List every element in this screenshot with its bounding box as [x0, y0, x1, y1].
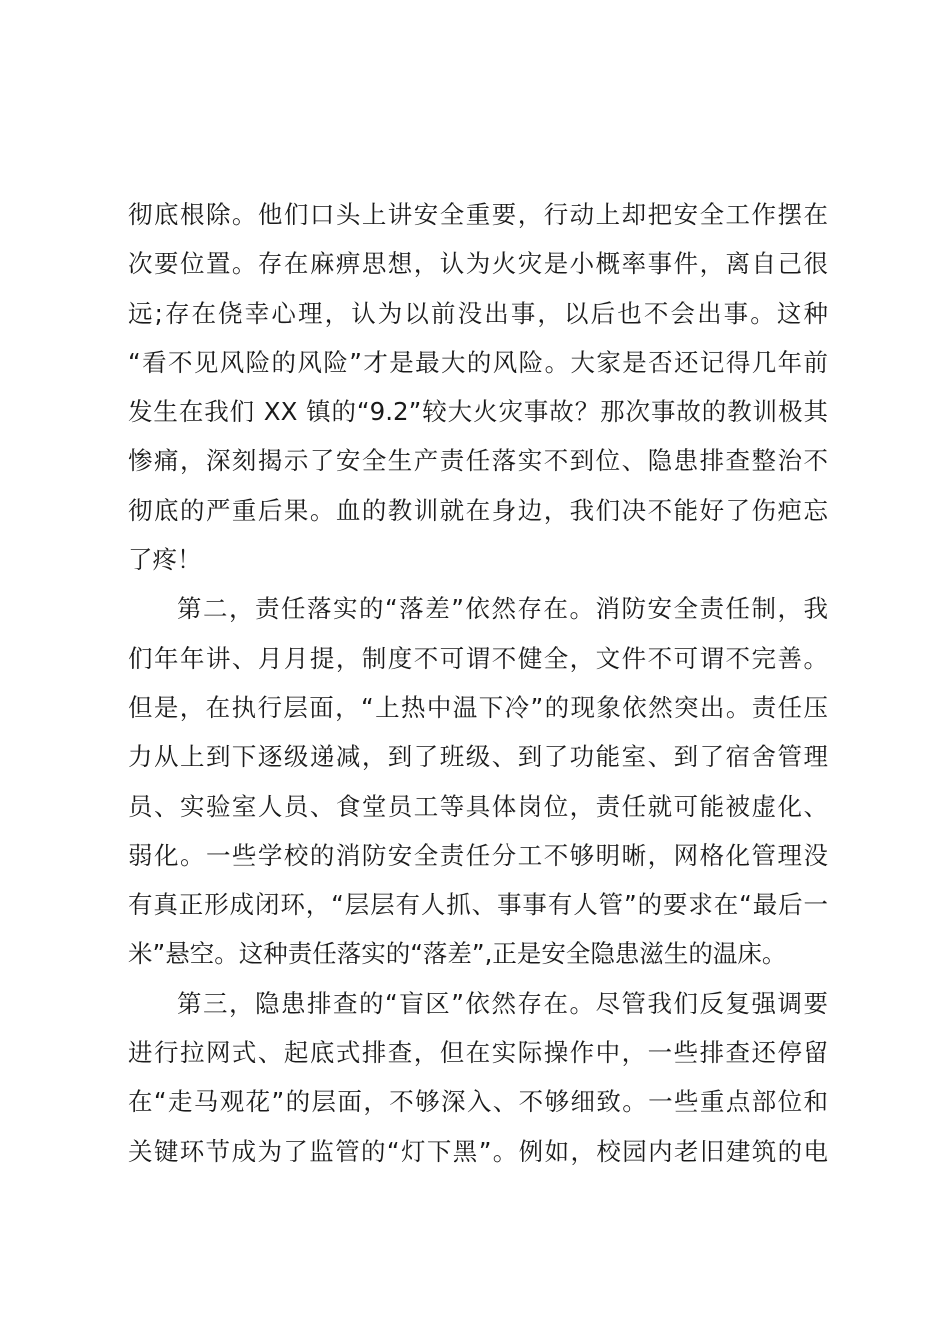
body-text	[128, 190, 828, 1176]
text-line: 弱化。一些学校的消防安全责任分工不够明晰，网格化管理没	[128, 840, 828, 870]
paragraph-start-line: 第三，隐患排查的“盲区”依然存在。尽管我们反复强调要	[177, 988, 828, 1018]
text-line: 惨痛，深刻揭示了安全生产责任落实不到位、隐患排查整治不	[128, 446, 828, 476]
text-line: 米”悬空。这种责任落实的“落差”,正是安全隐患滋生的温床。	[128, 939, 787, 969]
text-line: 了疼！	[128, 545, 202, 575]
text-line: 力从上到下逐级递减，到了班级、到了功能室、到了宿舍管理	[128, 742, 828, 772]
text-line: 次要位置。存在麻痹思想，认为火灾是小概率事件，离自己很	[128, 249, 828, 279]
text-line: 发生在我们 XX 镇的“9.2”较大火灾事故？那次事故的教训极其	[128, 397, 828, 427]
text-line: 进行拉网式、起底式排查，但在实际操作中，一些排查还停留	[128, 1038, 828, 1068]
text-line: “看不见风险的风险”才是最大的风险。大家是否还记得几年前	[128, 347, 828, 377]
text-line: 关键环节成为了监管的“灯下黑”。例如，校园内老旧建筑的电	[128, 1136, 828, 1166]
text-line: 彻底的严重后果。血的教训就在身边，我们决不能好了伤疤忘	[128, 495, 828, 525]
text-line: 但是，在执行层面，“上热中温下冷”的现象依然突出。责任压	[128, 692, 828, 722]
paragraph-start-line: 第二，责任落实的“落差”依然存在。消防安全责任制，我	[177, 594, 828, 624]
text-line: 远;存在侥幸心理，认为以前没出事，以后也不会出事。这种	[128, 298, 828, 328]
text-line: 有真正形成闭环，“层层有人抓、事事有人管”的要求在“最后一	[128, 890, 828, 920]
text-line: 们年年讲、月月提，制度不可谓不健全，文件不可谓不完善。	[128, 643, 828, 673]
text-line: 在“走马观花”的层面，不够深入、不够细致。一些重点部位和	[128, 1087, 828, 1117]
text-line: 员、实验室人员、食堂员工等具体岗位，责任就可能被虚化、	[128, 791, 828, 821]
text-line: 彻底根除。他们口头上讲安全重要，行动上却把安全工作摆在	[128, 200, 828, 229]
